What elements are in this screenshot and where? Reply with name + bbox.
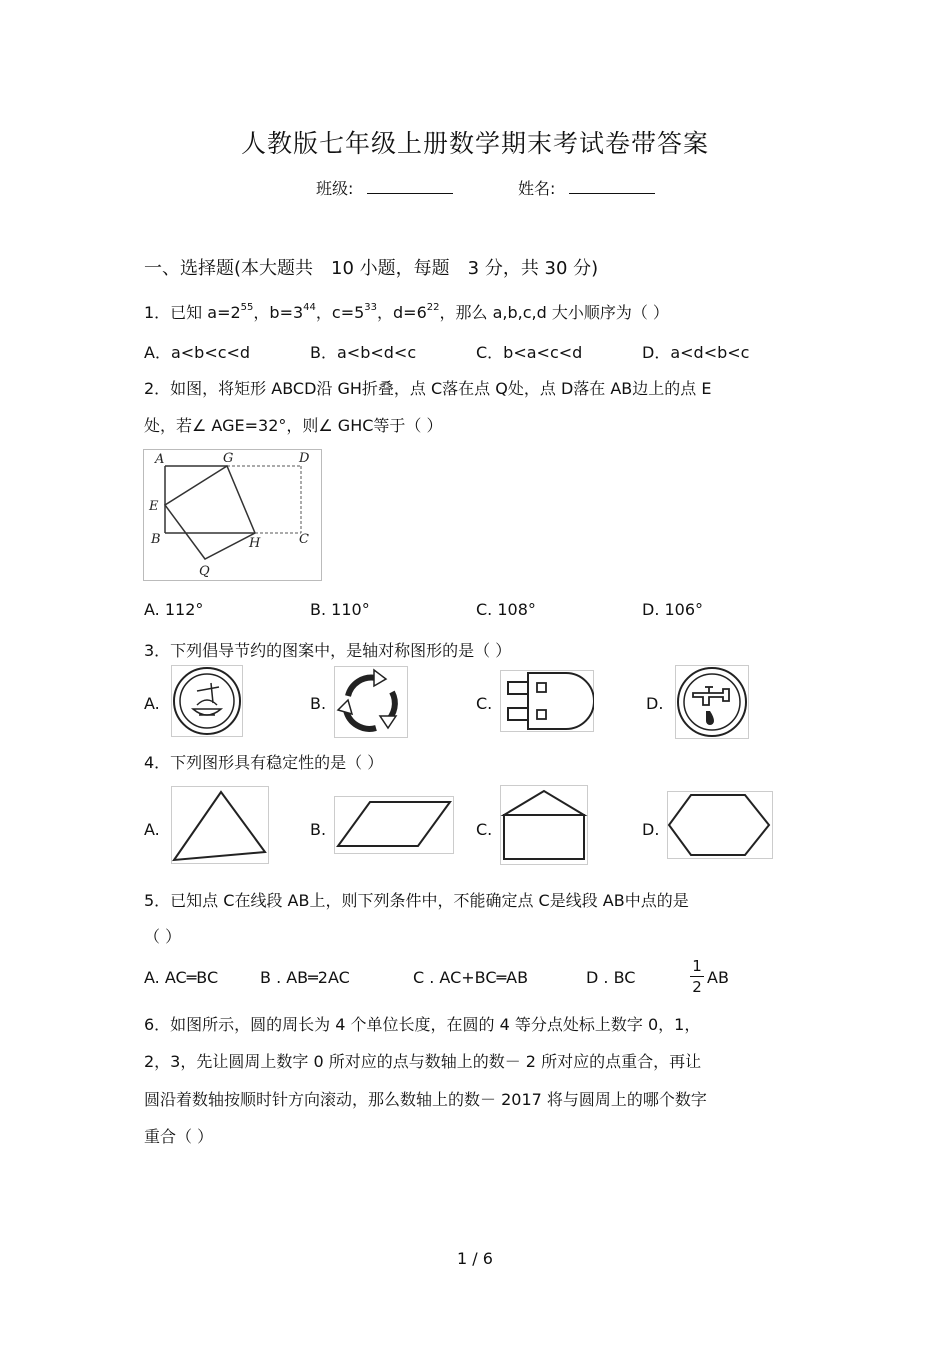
- label-E: E: [149, 499, 159, 514]
- q1-option-c[interactable]: C．b<a<c<d: [476, 343, 583, 362]
- name-field: [518, 176, 655, 199]
- question-6-line-3: 圆沿着数轴按顺时针方向滚动，那么数轴上的数－ 2017 将与圆周上的哪个数字: [144, 1090, 707, 1109]
- q2-option-b[interactable]: B. 110°: [310, 600, 370, 619]
- q2-option-c[interactable]: C. 108°: [476, 600, 536, 619]
- q1-option-a[interactable]: A．a<b<c<d: [144, 343, 251, 362]
- water-tap-icon[interactable]: [675, 665, 749, 739]
- fraction-numerator: 1: [692, 957, 702, 975]
- label-A: A: [155, 452, 165, 467]
- question-5-line-2: （ ）: [144, 927, 182, 946]
- triangle-shape[interactable]: [171, 786, 269, 864]
- question-2-line-2: 处，若∠ AGE=32°，则∠ GHC等于（ ）: [144, 416, 443, 435]
- q5-option-a[interactable]: A. AC═BC: [144, 968, 219, 987]
- q5-option-c[interactable]: C . AC+BC═AB: [413, 968, 529, 987]
- fraction-bar: [690, 976, 704, 977]
- q4-option-d-label[interactable]: D.: [642, 820, 660, 839]
- name-blank[interactable]: [569, 179, 655, 194]
- label-B: B: [151, 532, 161, 547]
- q2-option-a[interactable]: A. 112°: [144, 600, 204, 619]
- q2-option-d[interactable]: D. 106°: [642, 600, 704, 619]
- q4-option-b-label[interactable]: B.: [310, 820, 327, 839]
- label-H: H: [249, 536, 261, 551]
- q5-fraction: [690, 957, 704, 996]
- house-pentagon-shape[interactable]: [500, 785, 588, 865]
- plug-icon[interactable]: [500, 670, 594, 732]
- q1-option-d[interactable]: D．a<d<b<c: [642, 343, 750, 362]
- fraction-denominator: 2: [692, 978, 702, 996]
- class-blank[interactable]: [367, 179, 453, 194]
- label-D: D: [299, 451, 310, 466]
- parallelogram-shape[interactable]: [334, 796, 454, 854]
- label-C: C: [299, 532, 309, 547]
- page-number: 1 / 6: [457, 1249, 493, 1268]
- q3-option-c-label[interactable]: C.: [476, 694, 493, 713]
- q1-option-b[interactable]: B．a<b<d<c: [310, 343, 417, 362]
- question-1: 1．已知 $a=2^{55}$，$b=3^{44}$，$c=5^{33}$，$d=6^{22}$，那么 a,b,c,d 大小顺序为（ ）: [144, 301, 669, 322]
- question-6-line-4: 重合（ ）: [144, 1127, 214, 1146]
- q5-option-d[interactable]: D . BC: [586, 968, 636, 987]
- name-label: 姓名:: [518, 179, 556, 198]
- recycle-arrows-icon[interactable]: [334, 666, 408, 738]
- q3-option-d-label[interactable]: D.: [646, 694, 664, 713]
- question-2-line-1: 2．如图，将矩形 ABCD沿 GH折叠，点 C落在点 Q处，点 D落在 AB边上的点 E: [144, 379, 712, 398]
- q3-option-a-label[interactable]: A.: [144, 694, 160, 713]
- question-3: 3．下列倡导节约的图案中，是轴对称图形的是（ ）: [144, 641, 512, 660]
- question-6-line-1: 6．如图所示，圆的周长为 4 个单位长度，在圆的 4 等分点处标上数字 0，1，: [144, 1015, 701, 1034]
- section-heading: 一、选择题(本大题共 10 小题，每题 3 分，共 30 分): [144, 258, 599, 279]
- q3-option-b-label[interactable]: B.: [310, 694, 327, 713]
- label-G: G: [223, 451, 234, 466]
- q5-option-b[interactable]: B . AB═2AC: [260, 968, 350, 987]
- bowl-icon[interactable]: [171, 665, 243, 737]
- q4-option-a-label[interactable]: A.: [144, 820, 160, 839]
- hexagon-shape[interactable]: [667, 791, 773, 859]
- q4-option-c-label[interactable]: C.: [476, 820, 493, 839]
- question-6-line-2: 2，3，先让圆周上数字 0 所对应的点与数轴上的数－ 2 所对应的点重合，再让: [144, 1052, 702, 1071]
- question-4: 4．下列图形具有稳定性的是（ ）: [144, 753, 384, 772]
- class-field: [316, 176, 453, 199]
- q2-fold-figure: [143, 449, 322, 581]
- question-5-line-1: 5．已知点 C在线段 AB上，则下列条件中，不能确定点 C是线段 AB中点的是: [144, 891, 689, 910]
- label-Q: Q: [199, 564, 210, 579]
- q5-option-d-tail: AB: [707, 968, 729, 987]
- class-label: 班级:: [316, 179, 354, 198]
- page-title: 人教版七年级上册数学期末考试卷带答案: [240, 129, 709, 158]
